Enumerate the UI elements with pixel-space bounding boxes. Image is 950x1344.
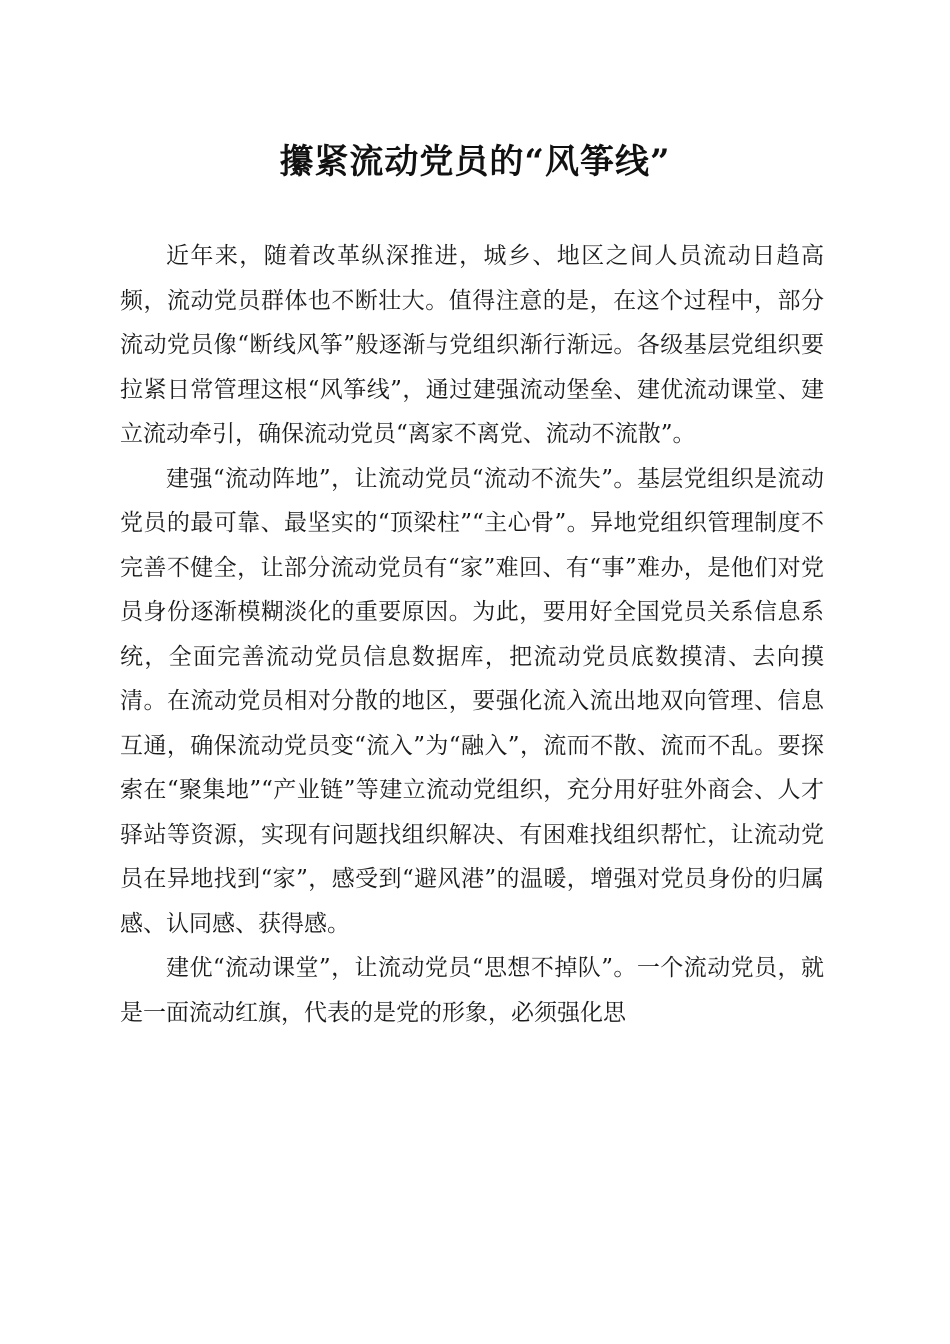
paragraph: 近年来，随着改革纵深推进，城乡、地区之间人员流动日趋高频，流动党员群体也不断壮大。值得注意的是，在这个过程中，部分流动党员像“断线风筝”般逐渐与党组织渐行渐远。各级基层党组织要拉紧日常管理这根“风筝线”，通过建强流动堡垒、建优流动课堂、建立流动牵引，确保流动党员“离家不离党、流动不流散”。	[120, 243, 824, 447]
document-title: 攥紧流动党员的“风筝线”	[279, 142, 671, 182]
paragraph: 建强“流动阵地”，让流动党员“流动不流失”。基层党组织是流动党员的最可靠、最坚实的“顶梁柱”“主心骨”。异地党组织管理制度不完善不健全，让部分流动党员有“家”难回、有“事”难办，是他们对党员身份逐渐模糊淡化的重要原因。为此，要用好全国党员关系信息系统，全面完善流动党员信息数据库，把流动党员底数摸清、去向摸清。在流动党员相对分散的地区，要强化流入流出地双向管理、信息互通，确保流动党员变“流入”为“融入”，流而不散、流而不乱。要探索在“聚集地”“产业链”等建立流动党组织，充分用好驻外商会、人才驿站等资源，实现有问题找组织解决、有困难找组织帮忙，让流动党员在异地找到“家”，感受到“避风港”的温暖，增强对党员身份的归属感、认同感、获得感。	[120, 465, 824, 937]
document-body	[120, 234, 824, 1035]
paragraph: 建优“流动课堂”，让流动党员“思想不掉队”。一个流动党员，就是一面流动红旗，代表的是党的形象，必须强化思	[120, 955, 824, 1026]
